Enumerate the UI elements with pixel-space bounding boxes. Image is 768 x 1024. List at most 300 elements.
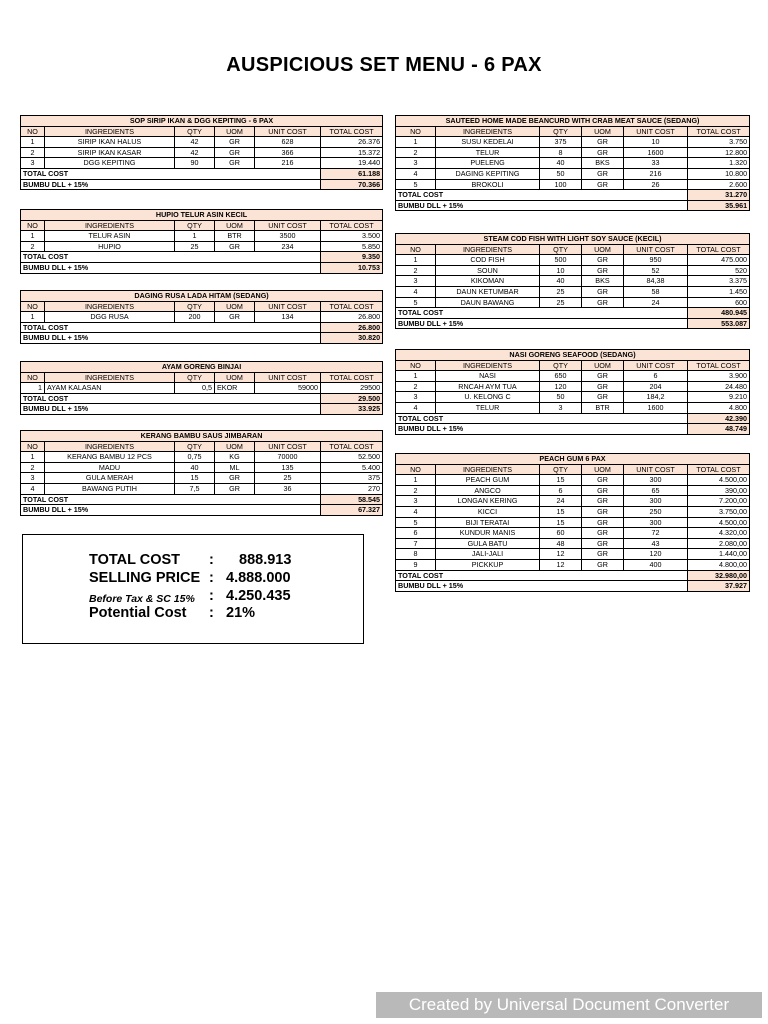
- bumbu-value: 10.753: [321, 262, 383, 273]
- column-header: TOTAL COST: [321, 220, 383, 231]
- ingredient-qty: 48: [540, 538, 582, 549]
- ingredient-qty: 40: [540, 158, 582, 169]
- column-header: QTY: [175, 372, 215, 383]
- ingredient-qty: 42: [175, 137, 215, 148]
- recipe-grid: [20, 115, 383, 190]
- bumbu-row: [21, 262, 383, 273]
- column-header-row: [396, 126, 750, 137]
- ingredient-name: KUNDUR MANIS: [436, 528, 540, 539]
- row-number: 3: [396, 392, 436, 403]
- ingredient-qty: 40: [540, 276, 582, 287]
- ingredient-name: SIRIP IKAN HALUS: [45, 137, 175, 148]
- row-number: 2: [396, 381, 436, 392]
- ingredient-name: DGG RUSA: [45, 312, 175, 323]
- ingredient-name: GULA MERAH: [45, 473, 175, 484]
- recipe-name: DAGING RUSA LADA HITAM (SEDANG): [21, 291, 383, 302]
- row-number: 3: [396, 158, 436, 169]
- ingredient-row: [396, 538, 750, 549]
- total-cost-value: 58.545: [321, 494, 383, 505]
- ingredient-name: SIRIP IKAN KASAR: [45, 147, 175, 158]
- row-number: 1: [396, 371, 436, 382]
- ingredient-uom: GR: [582, 528, 624, 539]
- bumbu-label: BUMBU DLL + 15%: [21, 179, 321, 190]
- column-header: NO: [21, 126, 45, 137]
- ingredient-row: [396, 381, 750, 392]
- ingredient-total-cost: 270: [321, 483, 383, 494]
- ingredient-unit-cost: 120: [624, 549, 688, 560]
- recipe-title-row: [21, 431, 383, 442]
- ingredient-total-cost: 5.400: [321, 462, 383, 473]
- page-title: AUSPICIOUS SET MENU - 6 PAX: [226, 54, 542, 76]
- bumbu-label: BUMBU DLL + 15%: [21, 404, 321, 415]
- ingredient-total-cost: 15.372: [321, 147, 383, 158]
- recipe-table: [395, 115, 749, 211]
- ingredient-row: [21, 137, 383, 148]
- ingredient-total-cost: 3.750,00: [688, 506, 750, 517]
- column-header: UNIT COST: [624, 244, 688, 255]
- ingredient-row: [21, 383, 383, 394]
- ingredient-qty: 100: [540, 179, 582, 190]
- ingredient-total-cost: 600: [688, 297, 750, 308]
- ingredient-qty: 6: [540, 485, 582, 496]
- summary-label: Potential Cost: [89, 605, 187, 621]
- column-header: QTY: [175, 441, 215, 452]
- recipe-table: [395, 453, 749, 592]
- summary-separator: :: [209, 605, 214, 621]
- ingredient-qty: 500: [540, 255, 582, 266]
- column-header: UNIT COST: [624, 360, 688, 371]
- row-number: 3: [396, 276, 436, 287]
- total-cost-value: 480.945: [688, 308, 750, 319]
- ingredient-row: [21, 452, 383, 463]
- ingredient-row: [396, 506, 750, 517]
- recipe-table: [20, 361, 382, 415]
- ingredient-qty: 650: [540, 371, 582, 382]
- ingredient-name: AYAM KALASAN: [45, 383, 175, 394]
- column-header: UOM: [582, 244, 624, 255]
- ingredient-uom: GR: [582, 475, 624, 486]
- column-header: INGREDIENTS: [45, 441, 175, 452]
- column-header: TOTAL COST: [321, 126, 383, 137]
- recipe-name: PEACH GUM 6 PAX: [396, 454, 750, 465]
- ingredient-row: [396, 485, 750, 496]
- recipe-grid: [395, 349, 750, 435]
- total-cost-row: [21, 393, 383, 404]
- row-number: 4: [396, 286, 436, 297]
- ingredient-unit-cost: 59000: [255, 383, 321, 394]
- ingredient-row: [396, 297, 750, 308]
- row-number: 1: [21, 231, 45, 242]
- ingredient-row: [396, 179, 750, 190]
- column-header-row: [21, 220, 383, 231]
- ingredient-unit-cost: 134: [255, 312, 321, 323]
- column-header: NO: [21, 220, 45, 231]
- column-header: QTY: [540, 126, 582, 137]
- row-number: 2: [396, 485, 436, 496]
- recipe-title-row: [396, 454, 750, 465]
- total-cost-value: 26.800: [321, 322, 383, 333]
- ingredient-qty: 3: [540, 402, 582, 413]
- ingredient-uom: GR: [582, 255, 624, 266]
- bumbu-label: BUMBU DLL + 15%: [21, 505, 321, 516]
- recipe-grid: [20, 209, 383, 274]
- ingredient-unit-cost: 36: [255, 483, 321, 494]
- ingredient-qty: 120: [540, 381, 582, 392]
- column-header: NO: [396, 464, 436, 475]
- ingredient-qty: 7,5: [175, 483, 215, 494]
- bumbu-label: BUMBU DLL + 15%: [396, 424, 688, 435]
- ingredient-total-cost: 3.375: [688, 276, 750, 287]
- ingredient-qty: 12: [540, 549, 582, 560]
- total-cost-value: 32.980,00: [688, 570, 750, 581]
- recipe-name: SAUTEED HOME MADE BEANCURD WITH CRAB MEAT SAUCE (SEDANG): [396, 116, 750, 127]
- ingredient-qty: 8: [540, 147, 582, 158]
- column-header: INGREDIENTS: [45, 301, 175, 312]
- ingredient-name: TELUR: [436, 147, 540, 158]
- bumbu-value: 37.927: [688, 581, 750, 592]
- column-header: INGREDIENTS: [436, 360, 540, 371]
- ingredient-unit-cost: 6: [624, 371, 688, 382]
- ingredient-name: DAUN BAWANG: [436, 297, 540, 308]
- total-cost-value: 31.270: [688, 190, 750, 201]
- ingredient-row: [396, 496, 750, 507]
- row-number: 6: [396, 528, 436, 539]
- recipe-grid: [395, 453, 750, 592]
- ingredient-uom: GR: [215, 312, 255, 323]
- column-header: UOM: [582, 126, 624, 137]
- column-header: NO: [396, 244, 436, 255]
- ingredient-qty: 15: [540, 517, 582, 528]
- ingredient-row: [21, 483, 383, 494]
- ingredient-name: DGG KEPITING: [45, 158, 175, 169]
- column-header: UOM: [215, 126, 255, 137]
- ingredient-unit-cost: 204: [624, 381, 688, 392]
- ingredient-uom: GR: [215, 241, 255, 252]
- ingredient-unit-cost: 300: [624, 496, 688, 507]
- recipe-title-row: [396, 116, 750, 127]
- total-cost-value: 61.188: [321, 168, 383, 179]
- bumbu-value: 553.087: [688, 318, 750, 329]
- total-cost-row: [21, 168, 383, 179]
- ingredient-qty: 90: [175, 158, 215, 169]
- ingredient-name: SOUN: [436, 265, 540, 276]
- recipe-table: [20, 115, 382, 190]
- recipe-name: AYAM GORENG BINJAI: [21, 362, 383, 373]
- ingredient-uom: GR: [582, 506, 624, 517]
- total-cost-row: [21, 494, 383, 505]
- ingredient-unit-cost: 184,2: [624, 392, 688, 403]
- column-header: UOM: [215, 372, 255, 383]
- ingredient-uom: GR: [582, 559, 624, 570]
- total-cost-row: [396, 570, 750, 581]
- ingredient-row: [396, 559, 750, 570]
- ingredient-total-cost: 5.850: [321, 241, 383, 252]
- bumbu-label: BUMBU DLL + 15%: [21, 333, 321, 344]
- ingredient-uom: GR: [582, 371, 624, 382]
- ingredient-name: SUSU KEDELAI: [436, 137, 540, 148]
- ingredient-row: [21, 312, 383, 323]
- column-header: UNIT COST: [255, 441, 321, 452]
- row-number: 4: [396, 402, 436, 413]
- ingredient-uom: BTR: [582, 402, 624, 413]
- recipe-grid: [395, 115, 750, 211]
- total-cost-label: TOTAL COST: [396, 570, 688, 581]
- ingredient-name: PEACH GUM: [436, 475, 540, 486]
- ingredient-unit-cost: 10: [624, 137, 688, 148]
- recipe-table: [20, 290, 382, 344]
- ingredient-unit-cost: 3500: [255, 231, 321, 242]
- ingredient-total-cost: 390,00: [688, 485, 750, 496]
- ingredient-total-cost: 52.500: [321, 452, 383, 463]
- row-number: 9: [396, 559, 436, 570]
- ingredient-qty: 25: [540, 286, 582, 297]
- row-number: 4: [21, 483, 45, 494]
- ingredient-row: [396, 168, 750, 179]
- ingredient-unit-cost: 24: [624, 297, 688, 308]
- recipe-title-row: [21, 116, 383, 127]
- ingredient-unit-cost: 628: [255, 137, 321, 148]
- ingredient-row: [21, 241, 383, 252]
- ingredient-unit-cost: 43: [624, 538, 688, 549]
- watermark: Created by Universal Document Converter: [376, 992, 762, 1018]
- ingredient-qty: 1: [175, 231, 215, 242]
- summary-label: TOTAL COST: [89, 552, 181, 568]
- ingredient-unit-cost: 58: [624, 286, 688, 297]
- column-header: UNIT COST: [624, 126, 688, 137]
- recipe-name: HUPIO TELUR ASIN KECIL: [21, 210, 383, 221]
- recipe-title-row: [396, 234, 750, 245]
- ingredient-unit-cost: 950: [624, 255, 688, 266]
- column-header: NO: [21, 301, 45, 312]
- ingredient-unit-cost: 250: [624, 506, 688, 517]
- ingredient-uom: EKOR: [215, 383, 255, 394]
- ingredient-qty: 0,75: [175, 452, 215, 463]
- ingredient-row: [396, 255, 750, 266]
- bumbu-row: [21, 179, 383, 190]
- ingredient-uom: ML: [215, 462, 255, 473]
- ingredient-name: KERANG BAMBU 12 PCS: [45, 452, 175, 463]
- ingredient-uom: GR: [582, 265, 624, 276]
- row-number: 1: [21, 383, 45, 394]
- ingredient-total-cost: 3.900: [688, 371, 750, 382]
- total-cost-label: TOTAL COST: [396, 308, 688, 319]
- ingredient-qty: 60: [540, 528, 582, 539]
- ingredient-qty: 50: [540, 392, 582, 403]
- ingredient-qty: 15: [540, 506, 582, 517]
- row-number: 5: [396, 179, 436, 190]
- column-header-row: [21, 301, 383, 312]
- row-number: 1: [21, 452, 45, 463]
- ingredient-unit-cost: 216: [255, 158, 321, 169]
- column-header: QTY: [540, 244, 582, 255]
- column-header: INGREDIENTS: [45, 220, 175, 231]
- ingredient-name: NASI: [436, 371, 540, 382]
- row-number: 7: [396, 538, 436, 549]
- column-header-row: [396, 244, 750, 255]
- ingredient-unit-cost: 26: [624, 179, 688, 190]
- ingredient-name: BIJI TERATAI: [436, 517, 540, 528]
- ingredient-row: [21, 147, 383, 158]
- column-header: UNIT COST: [255, 220, 321, 231]
- ingredient-unit-cost: 52: [624, 265, 688, 276]
- ingredient-unit-cost: 33: [624, 158, 688, 169]
- ingredient-total-cost: 3.500: [321, 231, 383, 242]
- total-cost-label: TOTAL COST: [21, 168, 321, 179]
- ingredient-qty: 15: [540, 475, 582, 486]
- ingredient-name: U. KELONG C: [436, 392, 540, 403]
- column-header: UOM: [215, 441, 255, 452]
- bumbu-row: [396, 200, 750, 211]
- bumbu-row: [396, 318, 750, 329]
- ingredient-uom: BTR: [215, 231, 255, 242]
- bumbu-value: 67.327: [321, 505, 383, 516]
- bumbu-label: BUMBU DLL + 15%: [396, 581, 688, 592]
- column-header: INGREDIENTS: [45, 372, 175, 383]
- bumbu-value: 30.820: [321, 333, 383, 344]
- ingredient-name: ANGCO: [436, 485, 540, 496]
- column-header: QTY: [175, 301, 215, 312]
- recipe-name: SOP SIRIP IKAN & DGG KEPITING - 6 PAX: [21, 116, 383, 127]
- row-number: 2: [21, 462, 45, 473]
- ingredient-name: HUPIO: [45, 241, 175, 252]
- ingredient-name: PUELENG: [436, 158, 540, 169]
- ingredient-unit-cost: 25: [255, 473, 321, 484]
- ingredient-total-cost: 520: [688, 265, 750, 276]
- bumbu-value: 70.366: [321, 179, 383, 190]
- ingredient-qty: 12: [540, 559, 582, 570]
- column-header: NO: [21, 372, 45, 383]
- ingredient-total-cost: 3.750: [688, 137, 750, 148]
- row-number: 1: [396, 475, 436, 486]
- recipe-name: KERANG BAMBU SAUS JIMBARAN: [21, 431, 383, 442]
- ingredient-name: BROKOLI: [436, 179, 540, 190]
- ingredient-uom: KG: [215, 452, 255, 463]
- ingredient-qty: 50: [540, 168, 582, 179]
- bumbu-row: [396, 581, 750, 592]
- ingredient-qty: 15: [175, 473, 215, 484]
- total-cost-value: 42.390: [688, 413, 750, 424]
- bumbu-row: [396, 424, 750, 435]
- ingredient-uom: GR: [582, 286, 624, 297]
- column-header: INGREDIENTS: [436, 126, 540, 137]
- ingredient-qty: 42: [175, 147, 215, 158]
- ingredient-uom: GR: [582, 381, 624, 392]
- ingredient-name: KIKOMAN: [436, 276, 540, 287]
- ingredient-total-cost: 19.440: [321, 158, 383, 169]
- total-cost-label: TOTAL COST: [396, 190, 688, 201]
- column-header: TOTAL COST: [688, 126, 750, 137]
- ingredient-row: [396, 517, 750, 528]
- column-header: QTY: [175, 126, 215, 137]
- ingredient-qty: 25: [540, 297, 582, 308]
- ingredient-name: KICCI: [436, 506, 540, 517]
- ingredient-uom: GR: [215, 483, 255, 494]
- recipe-grid: [20, 430, 383, 516]
- row-number: 8: [396, 549, 436, 560]
- ingredient-name: TELUR ASIN: [45, 231, 175, 242]
- ingredient-row: [396, 475, 750, 486]
- ingredient-uom: GR: [215, 137, 255, 148]
- column-header-row: [21, 372, 383, 383]
- ingredient-unit-cost: 70000: [255, 452, 321, 463]
- ingredient-name: JALI-JALI: [436, 549, 540, 560]
- recipe-table: [395, 349, 749, 435]
- ingredient-row: [396, 392, 750, 403]
- ingredient-total-cost: 475.000: [688, 255, 750, 266]
- total-cost-row: [396, 308, 750, 319]
- column-header: NO: [396, 360, 436, 371]
- column-header: TOTAL COST: [688, 244, 750, 255]
- ingredient-total-cost: 4.500,00: [688, 517, 750, 528]
- row-number: 2: [396, 265, 436, 276]
- column-header: QTY: [540, 464, 582, 475]
- column-header-row: [21, 126, 383, 137]
- ingredient-total-cost: 1.450: [688, 286, 750, 297]
- total-cost-value: 9.350: [321, 252, 383, 263]
- ingredient-name: COD FISH: [436, 255, 540, 266]
- column-header: TOTAL COST: [321, 372, 383, 383]
- ingredient-qty: 10: [540, 265, 582, 276]
- bumbu-row: [21, 333, 383, 344]
- recipe-title-row: [396, 350, 750, 361]
- ingredient-name: DAGING KEPITING: [436, 168, 540, 179]
- ingredient-total-cost: 375: [321, 473, 383, 484]
- ingredient-uom: GR: [582, 168, 624, 179]
- row-number: 1: [21, 137, 45, 148]
- total-cost-value: 29.500: [321, 393, 383, 404]
- ingredient-total-cost: 24.480: [688, 381, 750, 392]
- summary-value: 21%: [226, 605, 256, 621]
- row-number: 3: [21, 158, 45, 169]
- ingredient-row: [396, 137, 750, 148]
- ingredient-row: [21, 158, 383, 169]
- ingredient-qty: 375: [540, 137, 582, 148]
- ingredient-name: PICKKUP: [436, 559, 540, 570]
- ingredient-total-cost: 29500: [321, 383, 383, 394]
- ingredient-unit-cost: 300: [624, 517, 688, 528]
- ingredient-row: [396, 286, 750, 297]
- row-number: 4: [396, 168, 436, 179]
- total-cost-label: TOTAL COST: [21, 494, 321, 505]
- ingredient-uom: GR: [582, 392, 624, 403]
- ingredient-unit-cost: 84,38: [624, 276, 688, 287]
- ingredient-total-cost: 4.320,00: [688, 528, 750, 539]
- row-number: 1: [396, 137, 436, 148]
- ingredient-total-cost: 10.800: [688, 168, 750, 179]
- ingredient-name: LONGAN KERING: [436, 496, 540, 507]
- ingredient-uom: GR: [582, 517, 624, 528]
- ingredient-uom: GR: [582, 496, 624, 507]
- row-number: 2: [396, 147, 436, 158]
- ingredient-total-cost: 7.200,00: [688, 496, 750, 507]
- recipe-table: [20, 209, 382, 274]
- summary-box: [22, 534, 364, 644]
- column-header: TOTAL COST: [688, 360, 750, 371]
- column-header: UNIT COST: [255, 372, 321, 383]
- ingredient-row: [396, 528, 750, 539]
- summary-separator: :: [209, 588, 214, 604]
- ingredient-total-cost: 2.600: [688, 179, 750, 190]
- recipe-name: NASI GORENG SEAFOOD (SEDANG): [396, 350, 750, 361]
- column-header: INGREDIENTS: [45, 126, 175, 137]
- ingredient-uom: GR: [215, 158, 255, 169]
- recipe-title-row: [21, 362, 383, 373]
- column-header: UOM: [215, 301, 255, 312]
- recipe-table: [20, 430, 382, 516]
- total-cost-row: [396, 190, 750, 201]
- ingredient-name: TELUR: [436, 402, 540, 413]
- ingredient-uom: GR: [582, 179, 624, 190]
